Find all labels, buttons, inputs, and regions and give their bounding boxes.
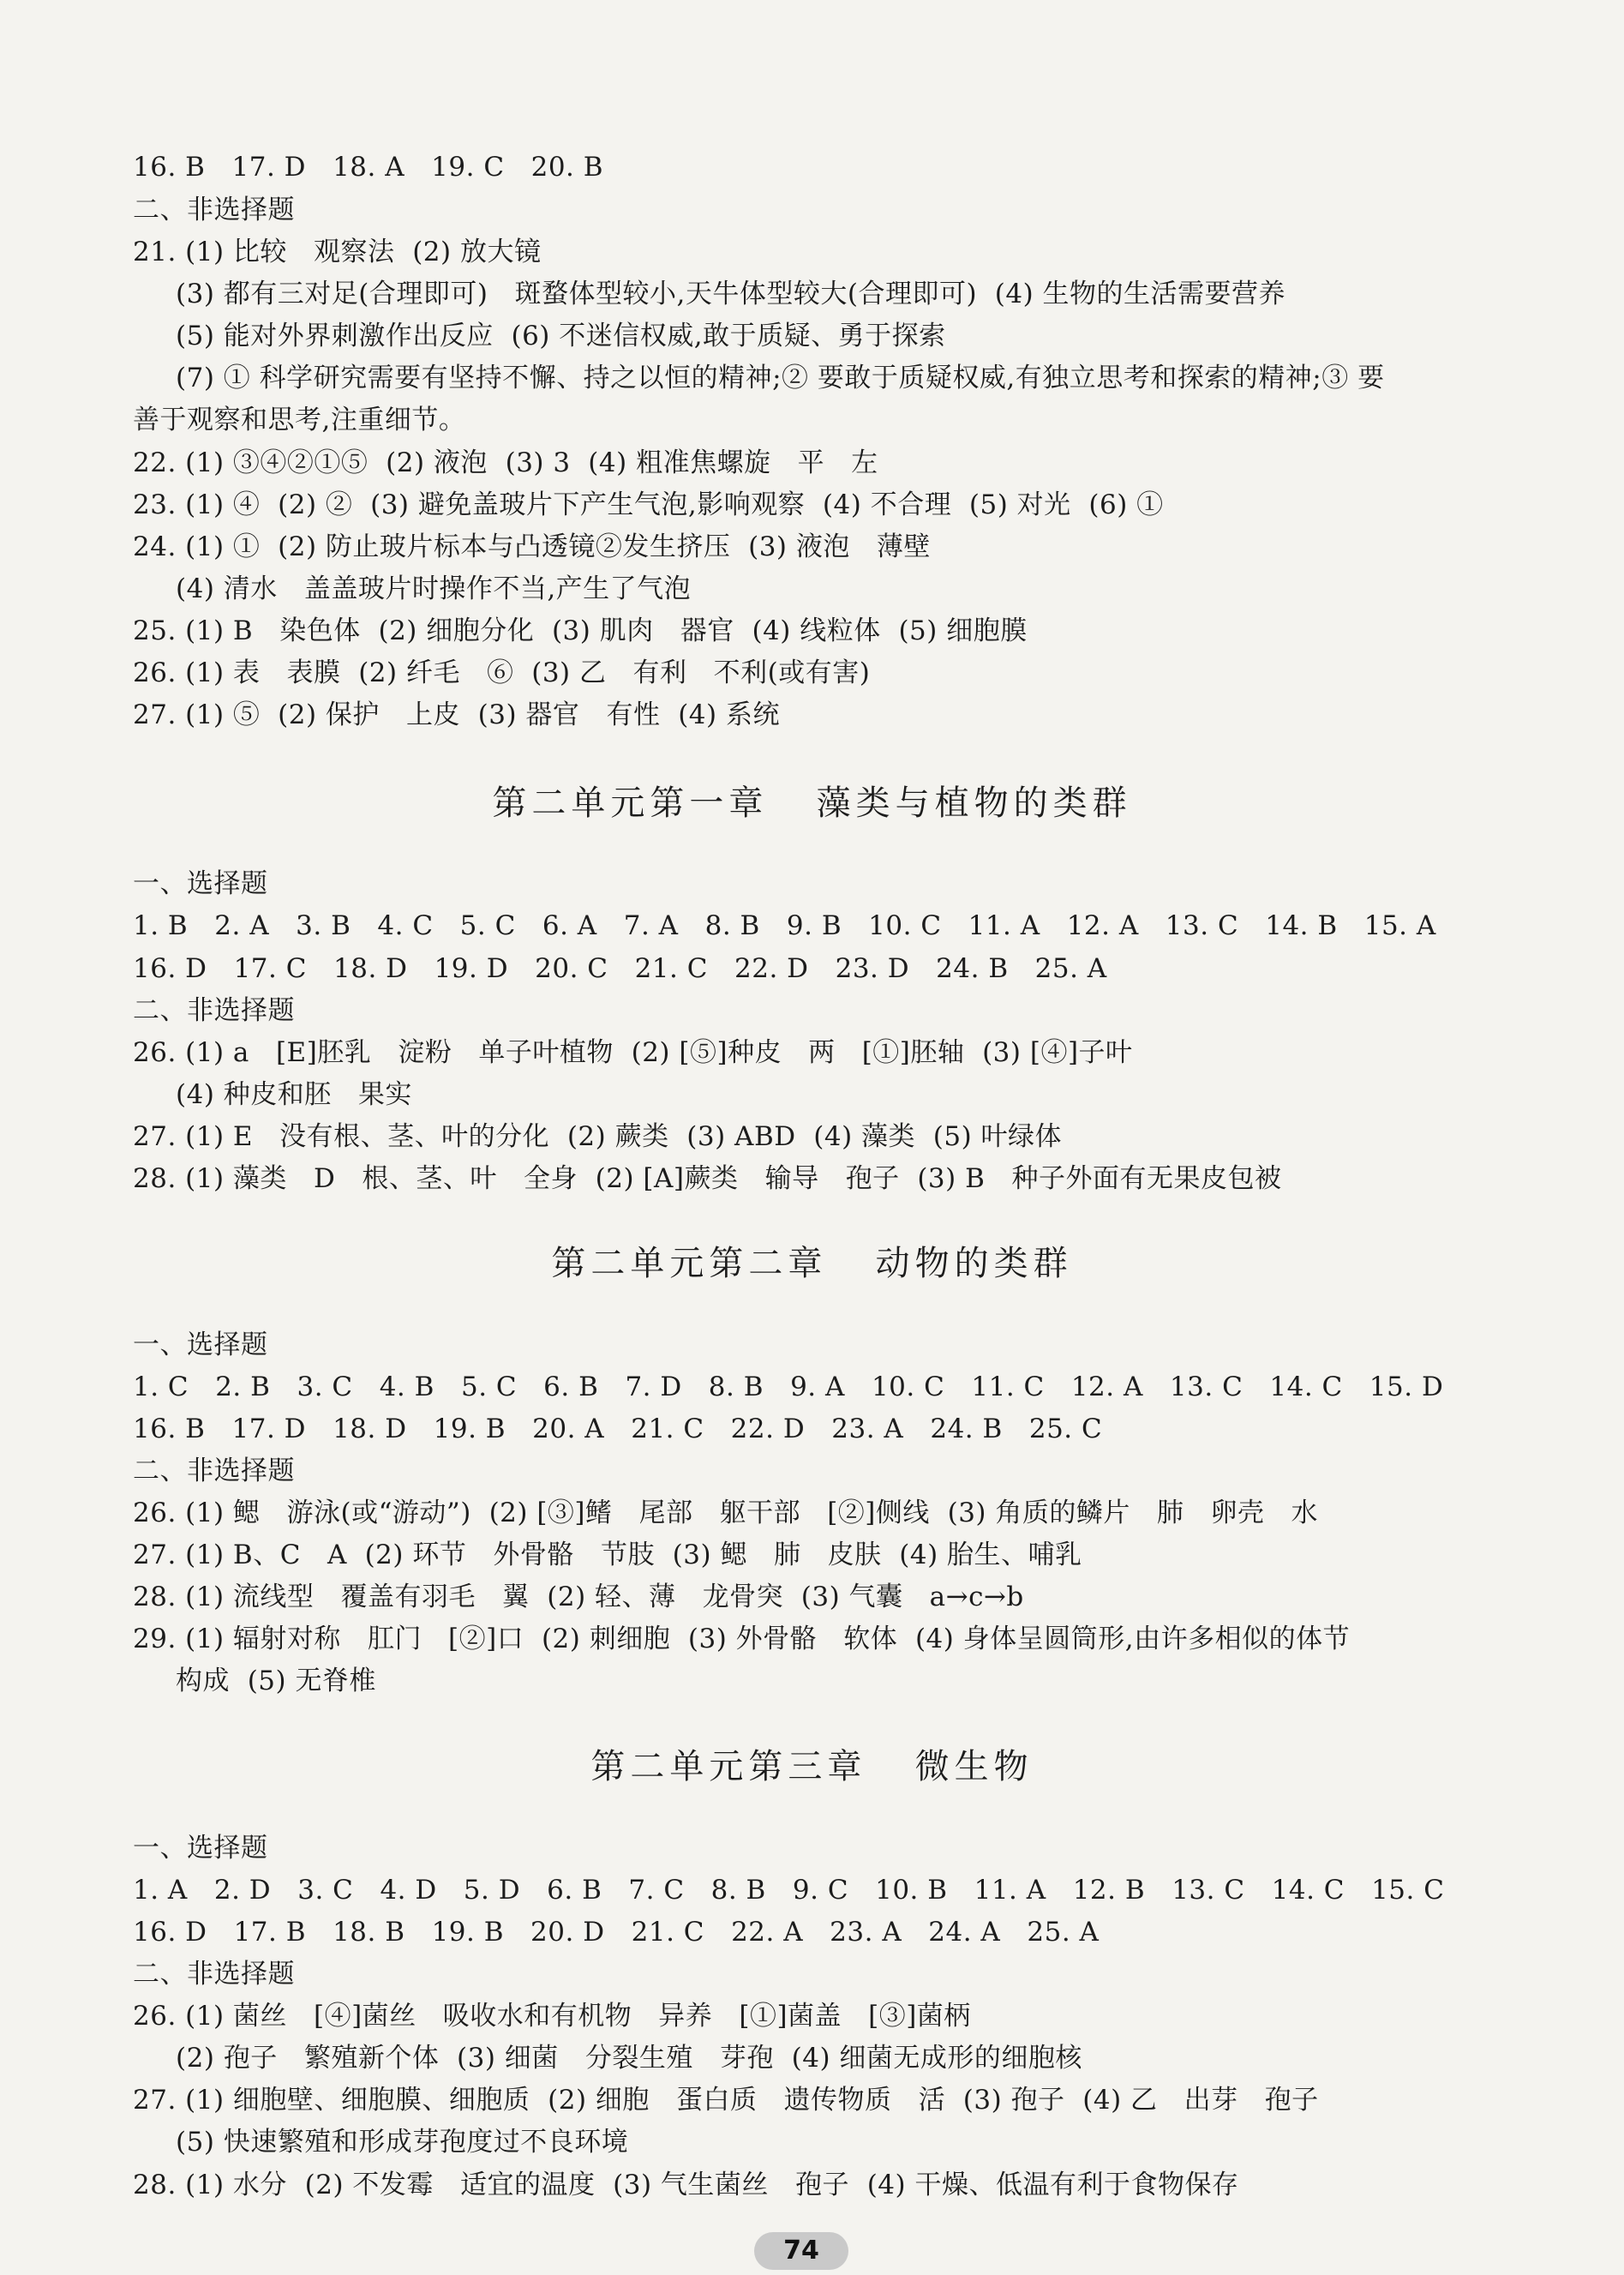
answer-line: 28. (1) 流线型 覆盖有羽毛 翼 (2) 轻、薄 龙骨突 (3) 气囊 a→c→b — [133, 1582, 1024, 1612]
answer-line: (4) 种皮和胚 果实 — [176, 1079, 412, 1110]
subsection-label: 二、非选择题 — [133, 1959, 295, 1990]
answer-line: 25. (1) B 染色体 (2) 细胞分化 (3) 肌肉 器官 (4) 线粒体 (5) 细胞膜 — [133, 615, 1028, 646]
answer-line: 26. (1) 菌丝 [④]菌丝 吸收水和有机物 异养 [①]菌盖 [③]菌柄 — [133, 2001, 971, 2032]
subsection-label: 一、选择题 — [133, 1833, 268, 1864]
answer-line: (5) 能对外界刺激作出反应 (6) 不迷信权威,敢于质疑、勇于探索 — [176, 321, 946, 351]
chapter-heading: 第二单元第一章 藻类与植物的类群 — [492, 783, 1132, 823]
answer-line: 1. B 2. A 3. B 4. C 5. C 6. A 7. A 8. B 9. B 10. C 11. A 12. A 13. C 14. B 15. A — [133, 910, 1436, 941]
answer-line: 26. (1) 表 表膜 (2) 纤毛 ⑥ (3) 乙 有利 不利(或有害) — [133, 657, 871, 688]
answer-line: 26. (1) a [E]胚乳 淀粉 单子叶植物 (2) [⑤]种皮 两 [①]胚轴 (3) [④]子叶 — [133, 1037, 1133, 1068]
answer-line: 构成 (5) 无脊椎 — [176, 1666, 376, 1696]
chapter-heading: 第二单元第三章 微生物 — [590, 1747, 1034, 1786]
answer-line: 善于观察和思考,注重细节。 — [133, 405, 466, 435]
answer-line: 27. (1) B、C A (2) 环节 外骨骼 节肢 (3) 鳃 肺 皮肤 (4) 胎生、哺乳 — [133, 1540, 1082, 1570]
answer-line: 21. (1) 比较 观察法 (2) 放大镜 — [133, 237, 542, 267]
answer-line: (5) 快速繁殖和形成芽孢度过不良环境 — [176, 2127, 629, 2158]
answer-line: (3) 都有三对足(合理即可) 斑蝥体型较小,天牛体型较大(合理即可) (4) 生物的生活需要营养 — [176, 279, 1286, 309]
answer-line: (4) 清水 盖盖玻片时操作不当,产生了气泡 — [176, 573, 692, 604]
answer-line: 1. A 2. D 3. C 4. D 5. D 6. B 7. C 8. B 9. C 10. B 11. A 12. B 13. C 14. C 15. C — [133, 1875, 1445, 1906]
answer-line: 27. (1) ⑤ (2) 保护 上皮 (3) 器官 有性 (4) 系统 — [133, 699, 780, 730]
subsection-label: 一、选择题 — [133, 1330, 268, 1360]
subsection-label: 二、非选择题 — [133, 195, 295, 225]
answer-line: (2) 孢子 繁殖新个体 (3) 细菌 分裂生殖 芽孢 (4) 细菌无成形的细胞核 — [176, 2043, 1082, 2074]
answer-line: 16. B 17. D 18. D 19. B 20. A 21. C 22. D 23. A 24. B 25. C — [133, 1414, 1103, 1444]
subsection-label: 二、非选择题 — [133, 995, 295, 1026]
answer-line: 16. D 17. C 18. D 19. D 20. C 21. C 22. D 23. D 24. B 25. A — [133, 953, 1107, 984]
answer-line: 27. (1) E 没有根、茎、叶的分化 (2) 蕨类 (3) ABD (4) 藻类 (5) 叶绿体 — [133, 1121, 1063, 1152]
answer-line: 28. (1) 水分 (2) 不发霉 适宜的温度 (3) 气生菌丝 孢子 (4) 干燥、低温有利于食物保存 — [133, 2170, 1239, 2200]
answer-line: 28. (1) 藻类 D 根、茎、叶 全身 (2) [A]蕨类 输导 孢子 (3) B 种子外面有无果皮包被 — [133, 1163, 1282, 1194]
answer-line: (7) ① 科学研究需要有坚持不懈、持之以恒的精神;② 要敢于质疑权威,有独立思考和探索的精神;③ 要 — [176, 363, 1385, 393]
subsection-label: 一、选择题 — [133, 868, 268, 899]
answer-line: 24. (1) ① (2) 防止玻片标本与凸透镜②发生挤压 (3) 液泡 薄壁 — [133, 531, 931, 562]
subsection-label: 二、非选择题 — [133, 1456, 295, 1486]
page-number: 74 — [754, 2232, 848, 2270]
answer-line: 23. (1) ④ (2) ② (3) 避免盖玻片下产生气泡,影响观察 (4) 不合理 (5) 对光 (6) ① — [133, 489, 1164, 520]
answer-line: 29. (1) 辐射对称 肛门 [②]口 (2) 刺细胞 (3) 外骨骼 软体 (4) 身体呈圆筒形,由许多相似的体节 — [133, 1624, 1351, 1654]
answer-line: 1. C 2. B 3. C 4. B 5. C 6. B 7. D 8. B 9. A 10. C 11. C 12. A 13. C 14. C 15. D — [133, 1372, 1444, 1402]
chapter-heading: 第二单元第二章 动物的类群 — [551, 1244, 1073, 1283]
answer-line: 26. (1) 鳃 游泳(或“游动”) (2) [③]鳍 尾部 躯干部 [②]侧线 (3) 角质的鳞片 肺 卵壳 水 — [133, 1498, 1319, 1528]
answer-line: 22. (1) ③④②①⑤ (2) 液泡 (3) 3 (4) 粗准焦螺旋 平 左 — [133, 447, 878, 478]
answer-line: 16. B 17. D 18. A 19. C 20. B — [133, 152, 604, 183]
answer-line: 27. (1) 细胞壁、细胞膜、细胞质 (2) 细胞 蛋白质 遗传物质 活 (3) 孢子 (4) 乙 出芽 孢子 — [133, 2085, 1319, 2116]
answer-line: 16. D 17. B 18. B 19. B 20. D 21. C 22. A 23. A 24. A 25. A — [133, 1917, 1100, 1948]
